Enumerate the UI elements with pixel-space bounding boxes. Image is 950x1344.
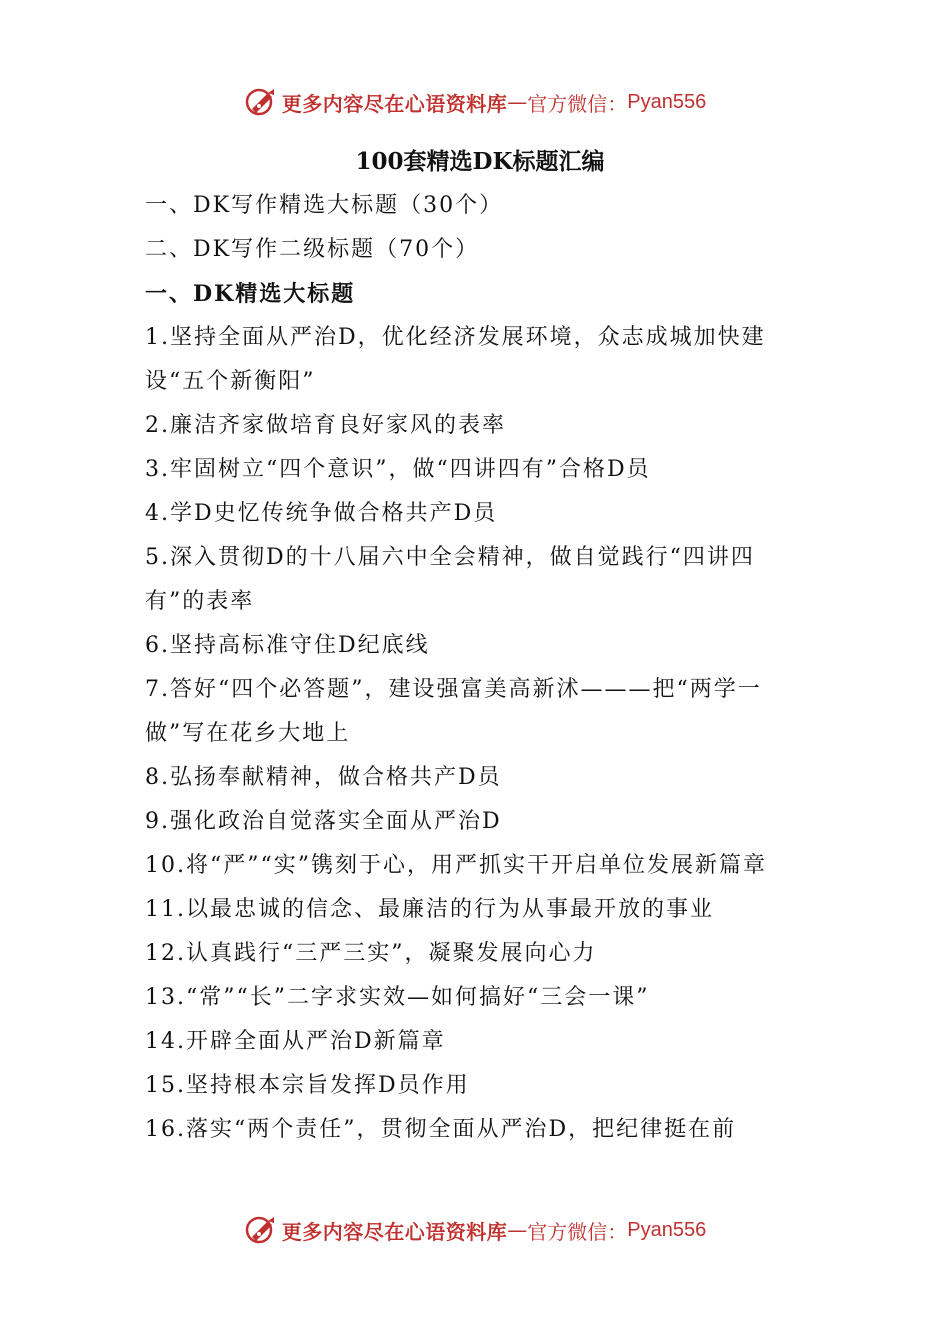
document-body — [145, 140, 815, 1152]
pen-nib-logo-icon — [244, 1213, 278, 1247]
list-item: 13.“常”“长”二字求实效—如何搞好“三会一课” — [145, 985, 650, 1010]
list-item: 10.将“严”“实”镌刻于心，用严抓实干开启单位发展新篇章 — [145, 853, 767, 878]
watermark-account: Pyan556 — [627, 90, 707, 113]
watermark-side-text: 官方微信： — [527, 91, 628, 116]
section-heading: 一、DK精选大标题 — [145, 281, 356, 307]
list-item: 4.学D史忆传统争做合格共产D员 — [145, 501, 498, 526]
toc-item: 二、DK写作二级标题（70个） — [145, 237, 480, 262]
list-item: 5.深入贯彻D的十八届六中全会精神，做自觉践行“四讲四有”的表率 — [145, 545, 755, 614]
list-item: 16.落实“两个责任”，贯彻全面从严治D，把纪律挺在前 — [145, 1117, 737, 1142]
document-title: 100套精选DK标题汇编 — [355, 148, 605, 175]
list-item: 9.强化政治自觉落实全面从严治D — [145, 809, 502, 834]
toc-item: 一、DK写作精选大标题（30个） — [145, 193, 504, 218]
watermark-side-text: 官方微信： — [527, 1219, 628, 1244]
list-item: 6.坚持高标准守住D纪底线 — [145, 633, 430, 658]
list-item: 14.开辟全面从严治D新篇章 — [145, 1029, 446, 1054]
list-item: 8.弘扬奉献精神，做合格共产D员 — [145, 765, 502, 790]
watermark-separator: — — [507, 1218, 528, 1242]
list-item: 3.牢固树立“四个意识”，做“四讲四有”合格D员 — [145, 457, 651, 482]
watermark-main-text: 更多内容尽在心语资料库 — [281, 91, 508, 116]
pen-nib-logo-icon — [244, 85, 278, 119]
watermark-separator: — — [507, 90, 528, 114]
list-item: 2.廉洁齐家做培育良好家风的表率 — [145, 413, 506, 438]
header-watermark — [0, 82, 950, 122]
list-item: 15.坚持根本宗旨发挥D员作用 — [145, 1073, 470, 1098]
list-item: 11.以最忠诚的信念、最廉洁的行为从事最开放的事业 — [145, 897, 714, 922]
watermark-main-text: 更多内容尽在心语资料库 — [281, 1219, 508, 1244]
footer-watermark — [0, 1210, 950, 1250]
list-item: 7.答好“四个必答题”，建设强富美高新沭———把“两学一做”写在花乡大地上 — [145, 677, 762, 746]
list-item: 12.认真践行“三严三实”，凝聚发展向心力 — [145, 941, 597, 966]
list-item: 1.坚持全面从严治D，优化经济发展环境，众志成城加快建设“五个新衡阳” — [145, 325, 766, 394]
watermark-account: Pyan556 — [627, 1218, 707, 1241]
